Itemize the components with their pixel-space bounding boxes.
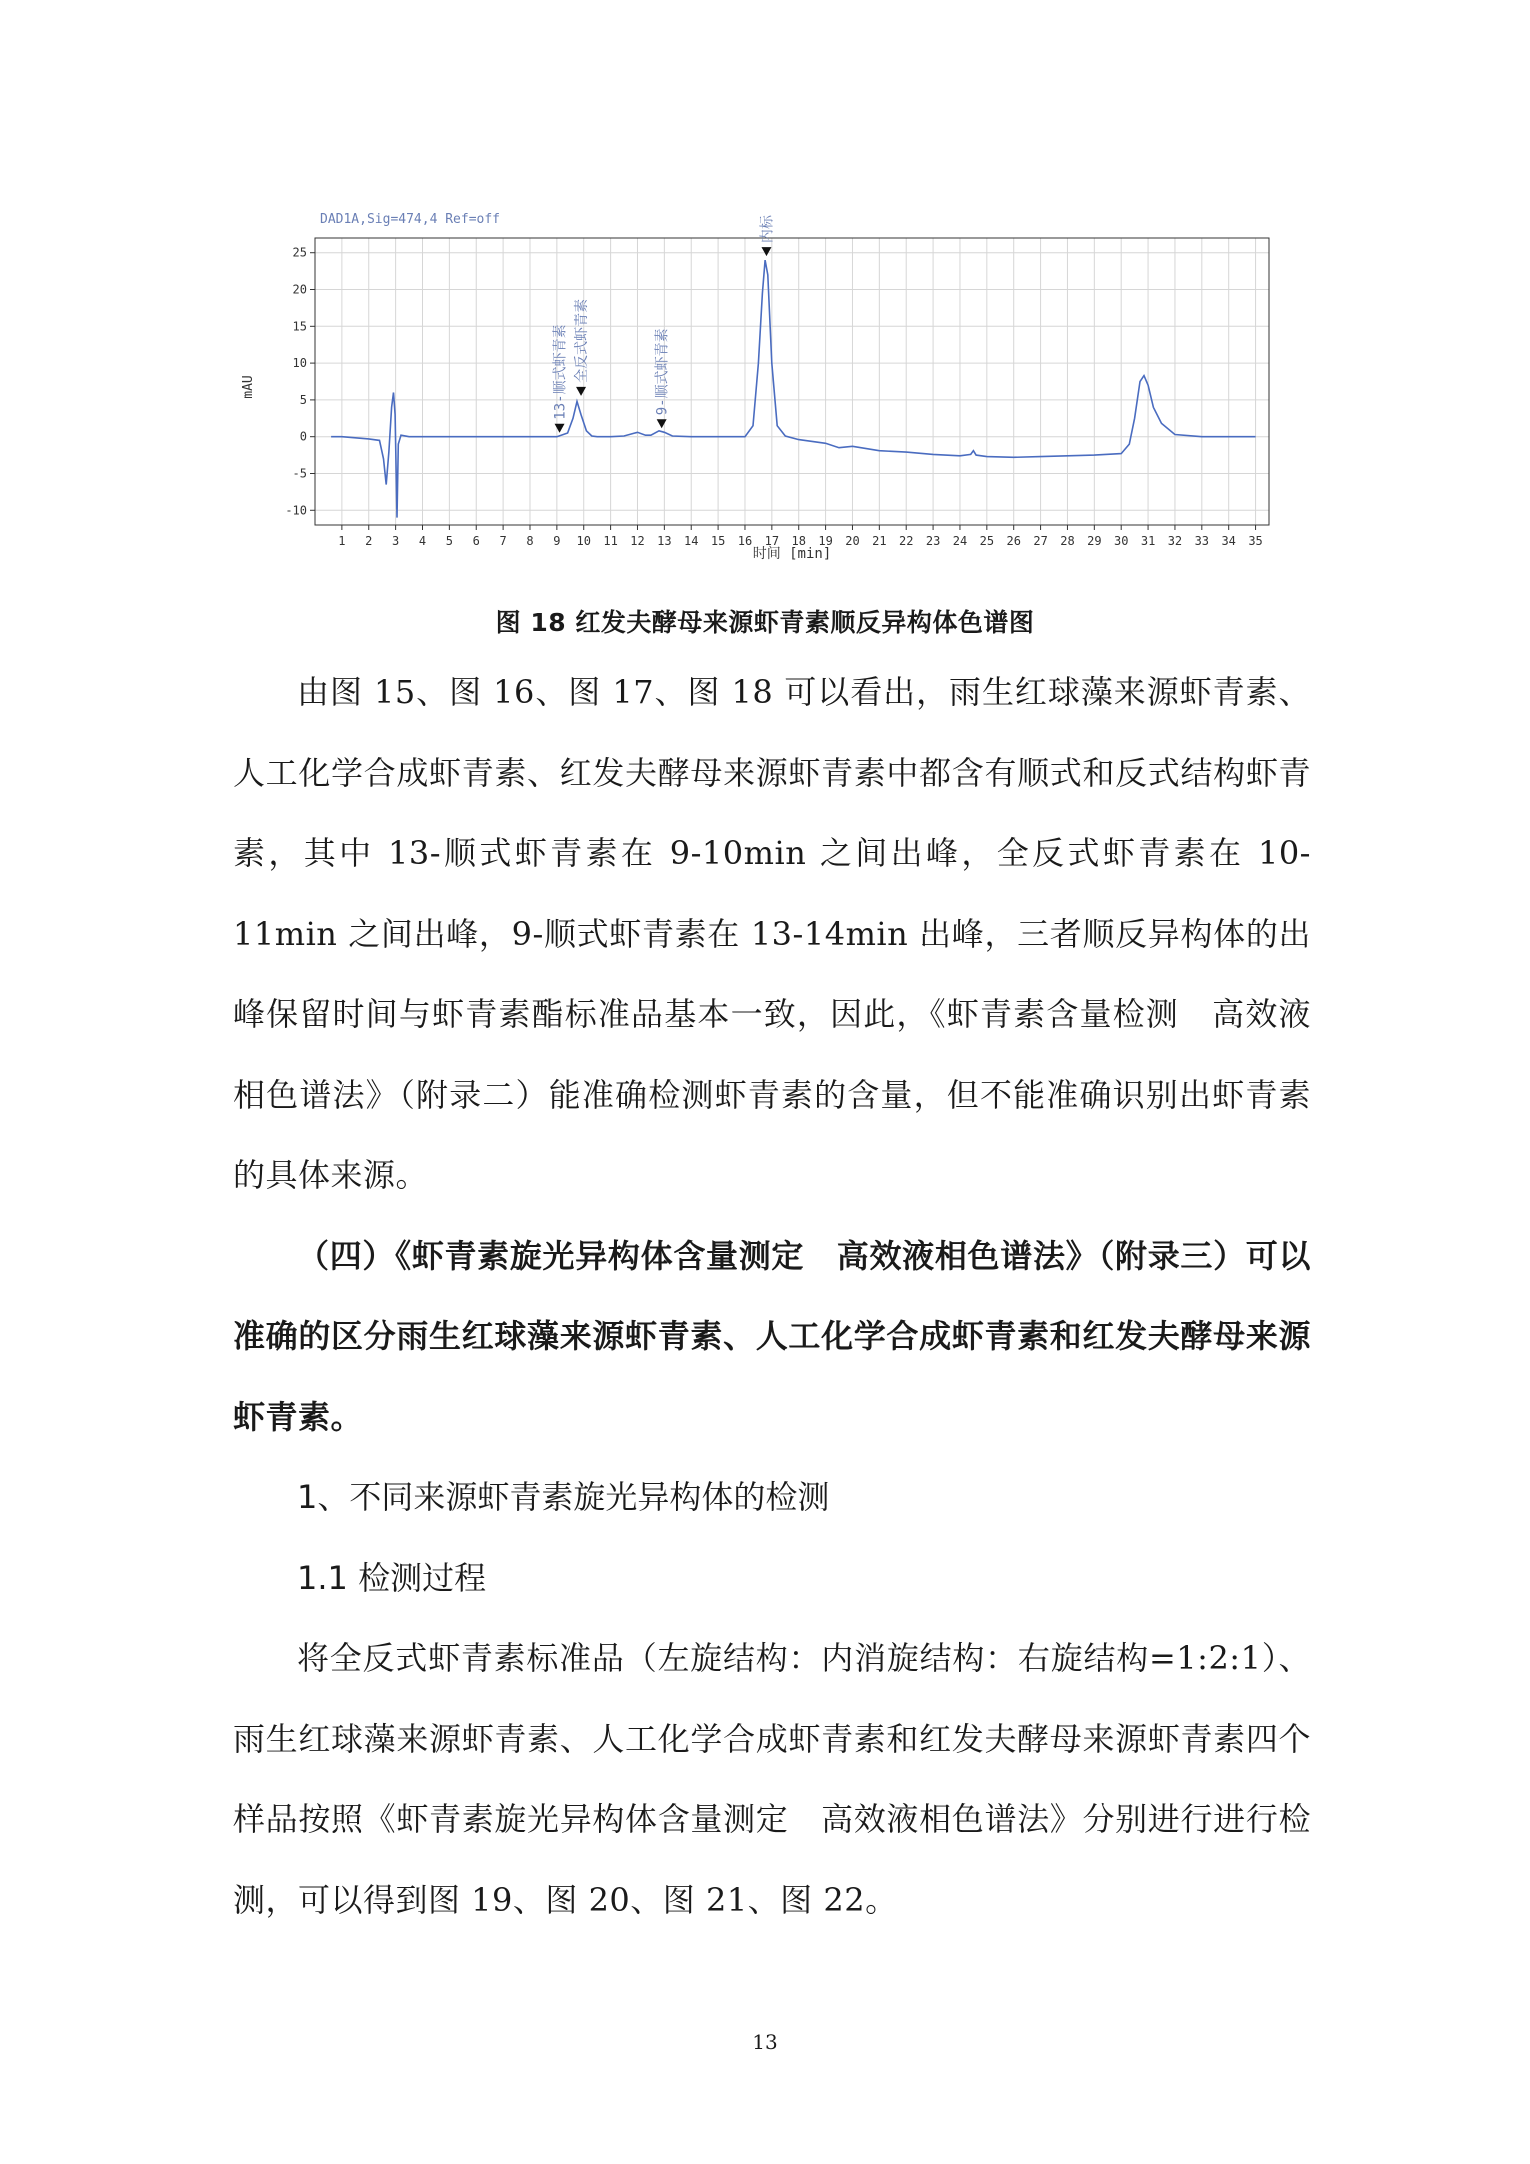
x-tick-label: 11 bbox=[603, 534, 618, 548]
x-tick-label: 8 bbox=[526, 534, 534, 548]
peak-label: 13-顺式虾青素 bbox=[552, 324, 569, 420]
x-tick-label: 30 bbox=[1113, 534, 1129, 548]
y-axis-ticks bbox=[285, 246, 315, 518]
x-tick-label: 20 bbox=[845, 534, 860, 548]
x-tick-label: 23 bbox=[925, 534, 941, 548]
x-tick-label: 19 bbox=[818, 534, 833, 548]
plot-frame bbox=[315, 238, 1269, 525]
x-tick-label: 33 bbox=[1194, 534, 1210, 548]
peak-marker bbox=[657, 419, 667, 428]
x-tick-label: 10 bbox=[576, 534, 591, 548]
paragraph-3: 将全反式虾青素标准品（左旋结构：内消旋结构：右旋结构=1:2:1）、雨生红球藻来源虾青素、人工化学合成虾青素和红发夫酵母来源虾青素四个样品按照《虾青素旋光异构体含量测定 高效液相色谱法》分别进行进行检测，可以得到图 19、图 20、图 21、图 22。 bbox=[233, 1639, 1311, 1919]
x-tick-label: 29 bbox=[1087, 534, 1102, 548]
y-tick-label: 0 bbox=[299, 429, 307, 444]
paragraph-1: 由图 15、图 16、图 17、图 18 可以看出，雨生红球藻来源虾青素、人工化学合成虾青素、红发夫酵母来源虾青素中都含有顺式和反式结构虾青素，其中 13-顺式虾青素在 9-10min 之间出峰，全反式虾青素在 10-11min 之间出峰，9-顺式虾青素在 13-14min 出峰，三者顺反异构体的出峰保留时间与虾青素酯标准品基本一致，因此，《虾青素含量检测 高效液相色谱法》（附录二）能准确检测虾青素的含量，但不能准确识别出虾青素的具体来源。 bbox=[233, 673, 1311, 1194]
x-tick-label: 32 bbox=[1167, 534, 1183, 548]
y-tick-label: 10 bbox=[292, 356, 307, 371]
x-axis-ticks bbox=[338, 525, 1263, 548]
page-number: 13 bbox=[752, 2030, 778, 2054]
y-tick-label: 15 bbox=[292, 319, 307, 334]
x-tick-label: 25 bbox=[979, 534, 995, 548]
section-heading-1-1: 1.1 检测过程 bbox=[297, 1558, 487, 1597]
chart-grid bbox=[315, 238, 1269, 525]
section-heading-1: 1、不同来源虾青素旋光异构体的检测 bbox=[297, 1478, 830, 1516]
y-tick-label: 20 bbox=[292, 282, 307, 297]
x-tick-label: 17 bbox=[764, 534, 780, 548]
x-tick-label: 3 bbox=[392, 534, 400, 548]
x-tick-label: 28 bbox=[1060, 534, 1075, 548]
x-tick-label: 6 bbox=[472, 534, 480, 548]
x-tick-label: 31 bbox=[1140, 534, 1156, 548]
body-text bbox=[233, 652, 1311, 1940]
x-tick-label: 12 bbox=[630, 534, 645, 548]
peak-marker bbox=[576, 387, 586, 396]
x-tick-label: 5 bbox=[445, 534, 453, 548]
paragraph-2-bold: （四）《虾青素旋光异构体含量测定 高效液相色谱法》（附录三）可以准确的区分雨生红球藻来源虾青素、人工化学合成虾青素和红发夫酵母来源虾青素。 bbox=[233, 1236, 1311, 1436]
x-tick-label: 16 bbox=[737, 534, 753, 548]
x-tick-label: 14 bbox=[683, 534, 699, 548]
x-tick-label: 13 bbox=[657, 534, 672, 548]
peak-label: 全反式虾青素 bbox=[574, 298, 591, 383]
x-tick-label: 22 bbox=[898, 534, 914, 548]
peak-marker bbox=[555, 424, 565, 433]
x-tick-label: 35 bbox=[1248, 534, 1263, 548]
x-tick-label: 27 bbox=[1033, 534, 1048, 548]
x-tick-label: 15 bbox=[710, 534, 726, 548]
x-tick-label: 21 bbox=[872, 534, 887, 548]
x-tick-label: 2 bbox=[365, 534, 373, 548]
x-tick-label: 26 bbox=[1006, 534, 1021, 548]
chromatogram-trace bbox=[331, 260, 1256, 517]
x-tick-label: 18 bbox=[791, 534, 806, 548]
x-tick-label: 1 bbox=[338, 534, 346, 548]
peak-label: 9-顺式虾青素 bbox=[654, 328, 671, 416]
x-tick-label: 24 bbox=[952, 534, 968, 548]
x-tick-label: 9 bbox=[553, 534, 561, 548]
chromatogram-chart bbox=[240, 205, 1280, 565]
figure-caption: 图 18 红发夫酵母来源虾青素顺反异构体色谱图 bbox=[495, 608, 1035, 637]
x-axis-label: 时间 [min] bbox=[752, 546, 832, 562]
x-tick-label: 34 bbox=[1221, 534, 1236, 548]
y-tick-label: -5 bbox=[292, 466, 307, 481]
y-tick-label: -10 bbox=[285, 503, 307, 518]
y-axis-label: mAU bbox=[241, 375, 256, 399]
x-tick-label: 4 bbox=[418, 534, 427, 548]
y-tick-label: 25 bbox=[292, 245, 307, 260]
signal-label: DAD1A,Sig=474,4 Ref=off bbox=[320, 212, 501, 227]
peak-marker bbox=[761, 247, 771, 256]
x-tick-label: 7 bbox=[499, 534, 507, 548]
peak-label: 内标 bbox=[759, 215, 776, 244]
y-tick-label: 5 bbox=[299, 392, 307, 407]
